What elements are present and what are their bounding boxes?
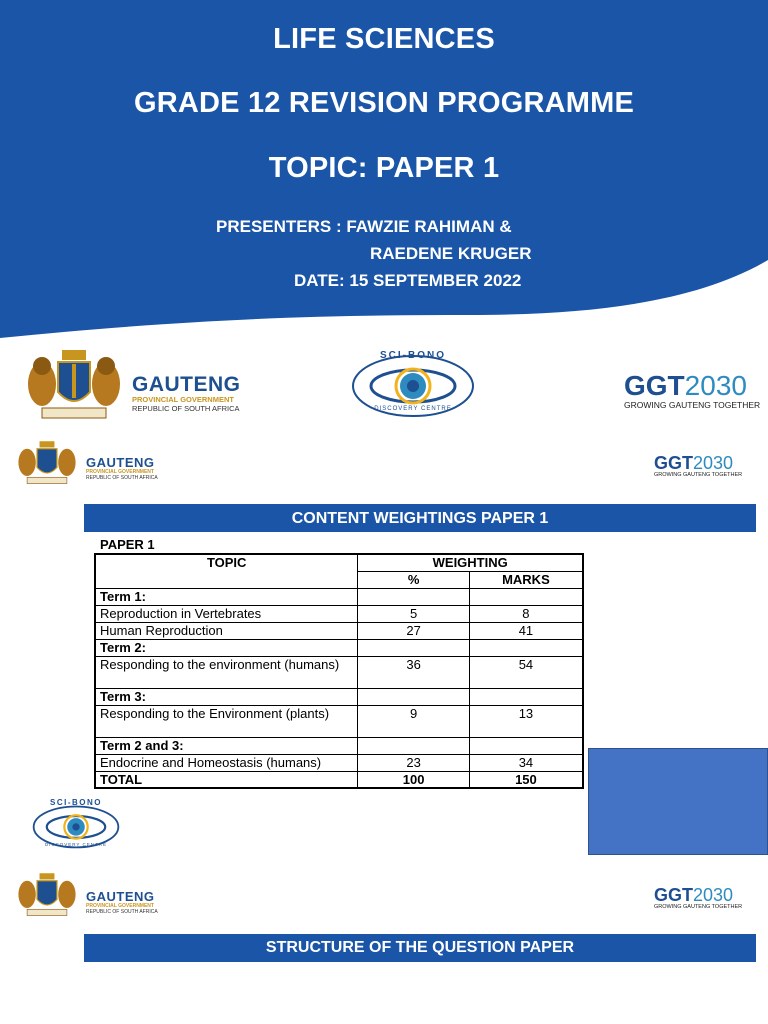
table-row: [95, 639, 583, 656]
percent-cell: [358, 588, 469, 605]
content-weightings-bar: CONTENT WEIGHTINGS PAPER 1: [84, 504, 756, 532]
gauteng-line3: REPUBLIC OF SOUTH AFRICA: [86, 909, 158, 915]
ggt-year: 2030: [684, 370, 747, 401]
marks-cell: [469, 639, 583, 656]
programme-title: GRADE 12 REVISION PROGRAMME: [133, 87, 635, 119]
percent-header: %: [358, 571, 469, 588]
table-row: [95, 605, 583, 622]
gauteng-line2: PROVINCIAL GOVERNMENT: [86, 903, 154, 909]
topic-cell: Reproduction in Vertebrates: [95, 605, 358, 622]
table-row: [95, 622, 583, 639]
date-line: DATE: 15 SEPTEMBER 2022: [294, 271, 522, 290]
scibono-name: SCI-BONO: [50, 798, 102, 807]
ggt-name: GGT: [654, 885, 693, 905]
table-total-row: [95, 771, 583, 788]
gauteng-logo-text: [86, 456, 158, 481]
topic-title: TOPIC: PAPER 1: [268, 152, 500, 184]
scibono-logo: [30, 798, 122, 850]
percent-cell: 100: [358, 771, 469, 788]
topic-cell: Term 1:: [95, 588, 358, 605]
ggt-year: 2030: [693, 453, 734, 473]
table-row: [95, 705, 583, 737]
scibono-line2: DISCOVERY CENTRE: [44, 842, 108, 847]
gauteng-name: GAUTENG: [132, 373, 241, 396]
percent-cell: 36: [358, 656, 469, 688]
coat-of-arms-icon: [14, 440, 80, 486]
percent-cell: 23: [358, 754, 469, 771]
scibono-name: SCI-BONO: [380, 350, 446, 361]
marks-cell: 13: [469, 705, 583, 737]
table-row: [95, 588, 583, 605]
topic-cell: Term 2:: [95, 639, 358, 656]
table-row: [95, 754, 583, 771]
ggt-tagline: GROWING GAUTENG TOGETHER: [654, 904, 743, 910]
topic-cell: Responding to the environment (humans): [95, 656, 358, 688]
marks-cell: 54: [469, 656, 583, 688]
coat-of-arms-icon: [14, 872, 80, 918]
marks-cell: 34: [469, 754, 583, 771]
percent-cell: [358, 639, 469, 656]
ggt2030-logo: [654, 454, 742, 478]
gauteng-logo-text: [132, 374, 241, 413]
topic-cell: TOTAL: [95, 771, 358, 788]
marks-cell: 8: [469, 605, 583, 622]
presenters-line1: PRESENTERS : FAWZIE RAHIMAN &: [216, 217, 512, 236]
topic-cell: Responding to the Environment (plants): [95, 705, 358, 737]
ggt-tagline: GROWING GAUTENG TOGETHER: [654, 472, 743, 478]
gauteng-name: GAUTENG: [86, 889, 155, 904]
page-title: LIFE SCIENCES: [273, 23, 495, 55]
gauteng-line2: PROVINCIAL GOVERNMENT: [86, 469, 154, 475]
ggt-name: GGT: [624, 370, 685, 401]
ggt-tagline: GROWING GAUTENG TOGETHER: [624, 400, 761, 410]
topic-cell: Term 2 and 3:: [95, 737, 358, 754]
topic-cell: Human Reproduction: [95, 622, 358, 639]
ggt2030-logo: [624, 372, 760, 410]
table-row: [95, 656, 583, 688]
gauteng-line2: PROVINCIAL GOVERNMENT: [132, 395, 234, 404]
table-row: [95, 688, 583, 705]
topic-header: TOPIC: [95, 554, 358, 588]
table-row: [95, 737, 583, 754]
gauteng-line3: REPUBLIC OF SOUTH AFRICA: [86, 475, 158, 481]
gauteng-logo-text: [86, 890, 158, 915]
gauteng-line3: REPUBLIC OF SOUTH AFRICA: [132, 404, 240, 413]
ggt-year: 2030: [693, 885, 734, 905]
blue-placeholder-box: [588, 748, 768, 855]
topic-cell: Endocrine and Homeostasis (humans): [95, 754, 358, 771]
marks-cell: 41: [469, 622, 583, 639]
ggt2030-logo: [654, 886, 742, 910]
marks-cell: [469, 737, 583, 754]
percent-cell: 5: [358, 605, 469, 622]
coat-of-arms-icon: [22, 348, 126, 422]
scibono-logo: [350, 350, 476, 418]
marks-cell: 150: [469, 771, 583, 788]
percent-cell: [358, 737, 469, 754]
percent-cell: [358, 688, 469, 705]
table-header-row: [95, 554, 583, 571]
marks-header: MARKS: [469, 571, 583, 588]
percent-cell: 9: [358, 705, 469, 737]
topic-cell: Term 3:: [95, 688, 358, 705]
weighting-header: WEIGHTING: [358, 554, 583, 571]
marks-cell: [469, 688, 583, 705]
table-label: PAPER 1: [100, 537, 155, 552]
scibono-line2: DISCOVERY CENTRE: [374, 406, 452, 412]
ggt-name: GGT: [654, 453, 693, 473]
title-header: [0, 0, 768, 340]
percent-cell: 27: [358, 622, 469, 639]
question-paper-structure-bar: STRUCTURE OF THE QUESTION PAPER: [84, 934, 756, 962]
marks-cell: [469, 588, 583, 605]
presenters-line2: RAEDENE KRUGER: [370, 244, 532, 263]
weightings-table: [94, 553, 584, 789]
gauteng-name: GAUTENG: [86, 455, 155, 470]
